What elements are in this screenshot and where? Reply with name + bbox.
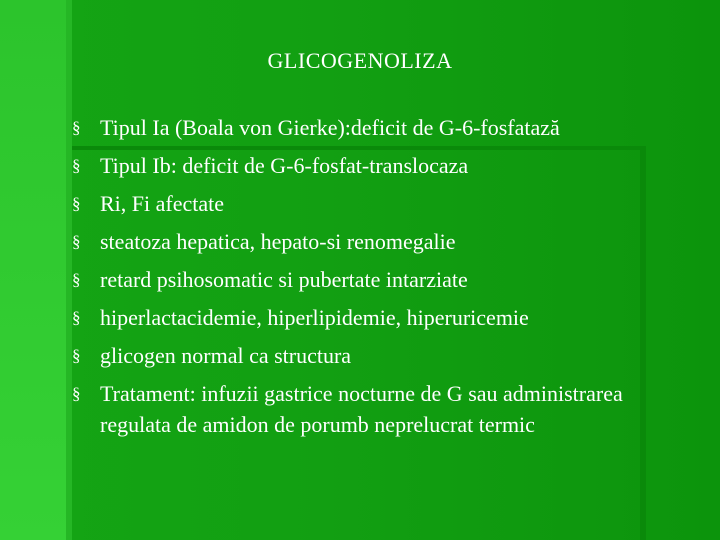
list-item	[72, 378, 692, 440]
slide-title: GLICOGENOLIZA	[267, 48, 453, 73]
list-item	[72, 302, 692, 333]
list-item	[72, 340, 692, 371]
list-item	[72, 264, 692, 295]
list-item-text: Tratament: infuzii gastrice nocturne de G sau administrarea regulata de amidon de porumb neprelucrat termic	[100, 381, 623, 437]
list-item-text: steatoza hepatica, hepato-si renomegalie	[100, 229, 456, 254]
list-item-text: Ri, Fi afectate	[100, 191, 225, 216]
bullet-icon: §	[72, 384, 81, 403]
list-item	[72, 150, 692, 181]
list-item	[72, 188, 692, 219]
left-accent-bar	[0, 0, 66, 540]
bullet-icon: §	[72, 346, 81, 365]
list-item-text: Tipul Ia (Boala von Gierke):deficit de G-6-fosfatază	[100, 115, 560, 140]
list-item-text: glicogen normal ca structura	[100, 343, 352, 368]
bullet-icon: §	[72, 156, 81, 175]
list-item	[72, 226, 692, 257]
bullet-icon: §	[72, 308, 81, 327]
list-item-text: Tipul Ib: deficit de G-6-fosfat-translocaza	[100, 153, 469, 178]
bullet-list	[72, 112, 692, 447]
bullet-icon: §	[72, 232, 81, 251]
bullet-icon: §	[72, 194, 81, 213]
list-item	[72, 112, 692, 143]
bullet-icon: §	[72, 270, 81, 289]
list-item-text: hiperlactacidemie, hiperlipidemie, hiperuricemie	[100, 305, 529, 330]
list-item-text: retard psihosomatic si pubertate intarziate	[100, 267, 468, 292]
bullet-icon: §	[72, 118, 81, 137]
